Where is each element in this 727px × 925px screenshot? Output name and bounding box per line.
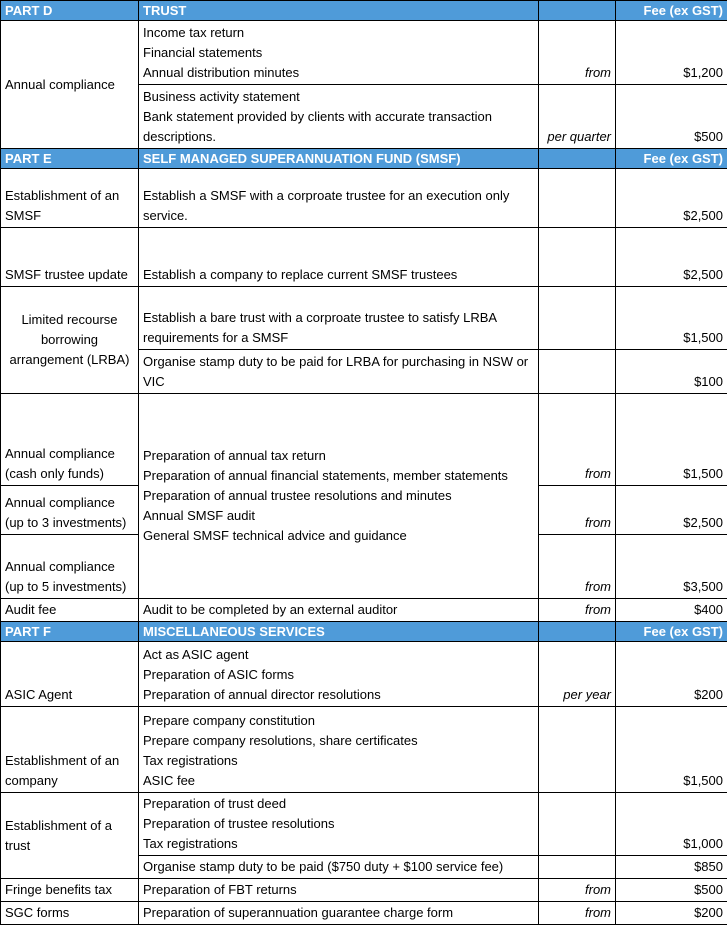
fee-qualifier: per year xyxy=(539,642,616,707)
fee-amount: $500 xyxy=(616,85,727,149)
fee-qualifier: from xyxy=(539,879,616,902)
service-description: Organise stamp duty to be paid ($750 duty + $100 service fee) xyxy=(139,856,539,879)
service-name: Limited recourse borrowing arrangement (LRBA) xyxy=(1,287,139,394)
service-name: Establishment of a trust xyxy=(1,793,139,879)
fee-header: Fee (ex GST) xyxy=(616,149,727,169)
service-name: Establishment of an SMSF xyxy=(1,169,139,228)
fee-amount: $2,500 xyxy=(616,169,727,228)
fee-amount: $1,500 xyxy=(616,394,727,486)
service-name: Annual compliance (up to 3 investments) xyxy=(1,486,139,535)
section-title: TRUST xyxy=(139,1,539,21)
part-f-header xyxy=(1,622,727,642)
table-row xyxy=(1,707,727,793)
table-row xyxy=(1,228,727,287)
service-description: Act as ASIC agent Preparation of ASIC forms Preparation of annual director resolutions xyxy=(139,642,539,707)
part-label: PART D xyxy=(1,1,139,21)
service-description: Establish a bare trust with a corproate trustee to satisfy LRBA requirements for a SMSF xyxy=(139,287,539,350)
service-name: SGC forms xyxy=(1,902,139,925)
service-name: Annual compliance (cash only funds) xyxy=(1,394,139,486)
section-title: SELF MANAGED SUPERANNUATION FUND (SMSF) xyxy=(139,149,539,169)
fee-qualifier: from xyxy=(539,486,616,535)
fee-amount: $1,200 xyxy=(616,21,727,85)
fee-amount: $200 xyxy=(616,902,727,925)
table-row xyxy=(1,599,727,622)
service-name: Annual compliance (up to 5 investments) xyxy=(1,535,139,599)
fee-amount: $850 xyxy=(616,856,727,879)
table-row xyxy=(1,879,727,902)
fee-amount: $1,500 xyxy=(616,707,727,793)
fee-qualifier: from xyxy=(539,394,616,486)
service-description: Preparation of trust deed Preparation of trustee resolutions Tax registrations xyxy=(139,793,539,856)
table-row xyxy=(1,394,727,486)
service-description: Establish a SMSF with a corproate trustee for an execution only service. xyxy=(139,169,539,228)
fee-amount: $1,000 xyxy=(616,793,727,856)
fee-amount: $500 xyxy=(616,879,727,902)
service-name: ASIC Agent xyxy=(1,642,139,707)
service-description: Audit to be completed by an external auditor xyxy=(139,599,539,622)
service-description: Income tax return Financial statements Annual distribution minutes xyxy=(139,21,539,85)
service-name: Establishment of an company xyxy=(1,707,139,793)
part-label: PART F xyxy=(1,622,139,642)
service-description: Preparation of annual tax return Preparation of annual financial statements, member statements Preparation of annual trustee resolutions and minutes Annual SMSF audit General SMSF technical advice and guidance xyxy=(139,394,539,599)
fee-amount: $3,500 xyxy=(616,535,727,599)
service-description: Preparation of superannuation guarantee charge form xyxy=(139,902,539,925)
service-description: Preparation of FBT returns xyxy=(139,879,539,902)
fee-qualifier: from xyxy=(539,21,616,85)
service-name: Annual compliance xyxy=(1,21,139,149)
part-label: PART E xyxy=(1,149,139,169)
fee-amount: $100 xyxy=(616,350,727,394)
table-row xyxy=(1,169,727,228)
fee-qualifier: from xyxy=(539,599,616,622)
table-row xyxy=(1,642,727,707)
fee-qualifier: from xyxy=(539,535,616,599)
part-e-header xyxy=(1,149,727,169)
table-row xyxy=(1,287,727,350)
fee-amount: $400 xyxy=(616,599,727,622)
fee-header: Fee (ex GST) xyxy=(616,622,727,642)
service-description: Establish a company to replace current SMSF trustees xyxy=(139,228,539,287)
fee-amount: $1,500 xyxy=(616,287,727,350)
part-d-header xyxy=(1,1,727,21)
fee-amount: $2,500 xyxy=(616,228,727,287)
service-name: Audit fee xyxy=(1,599,139,622)
fee-amount: $200 xyxy=(616,642,727,707)
service-name: Fringe benefits tax xyxy=(1,879,139,902)
fee-header: Fee (ex GST) xyxy=(616,1,727,21)
service-description: Business activity statement Bank statement provided by clients with accurate transaction descriptions. xyxy=(139,85,539,149)
service-description: Organise stamp duty to be paid for LRBA for purchasing in NSW or VIC xyxy=(139,350,539,394)
table-row xyxy=(1,21,727,85)
fee-amount: $2,500 xyxy=(616,486,727,535)
section-title: MISCELLANEOUS SERVICES xyxy=(139,622,539,642)
service-description: Prepare company constitution Prepare company resolutions, share certificates Tax registrations ASIC fee xyxy=(139,707,539,793)
fee-qualifier: per quarter xyxy=(539,85,616,149)
table-row xyxy=(1,902,727,925)
fee-qualifier: from xyxy=(539,902,616,925)
service-name: SMSF trustee update xyxy=(1,228,139,287)
table-row xyxy=(1,793,727,856)
